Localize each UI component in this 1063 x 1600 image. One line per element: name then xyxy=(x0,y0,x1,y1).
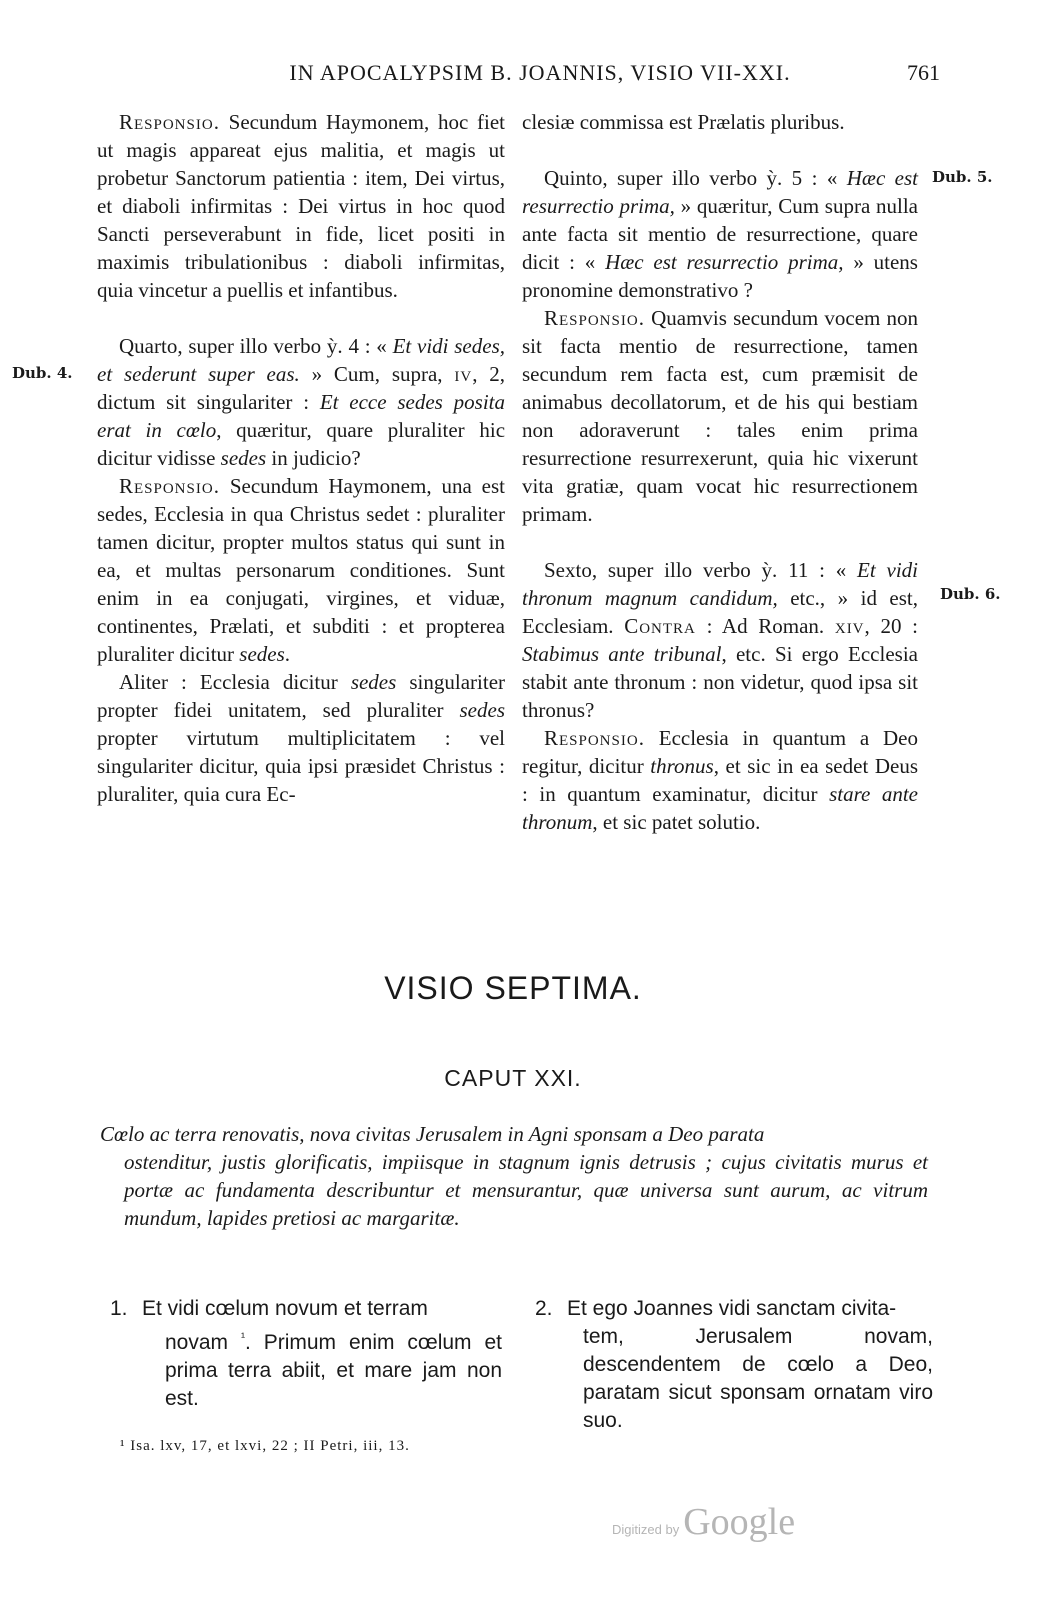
margin-note-dub-5: Dub. 5. xyxy=(932,168,993,186)
summary-line: Cœlo ac terra renovatis, nova civitas Jerusalem in Agni sponsam a Deo parata xyxy=(100,1122,765,1146)
responsio-paragraph: Responsio. Quamvis secundum vocem non sit facta mentio de resurrectione, tamen secundum rem facta est, cum præmisit de animabus decollatorum, et de his qui bestiam non adoraverunt : tales enim prima resurrectione resurrexerunt, quia hic vixerunt vita gratiæ, quam vocat hic resurrectionem primam. xyxy=(522,306,918,526)
verse-number: 1. xyxy=(110,1297,128,1320)
responsio-paragraph: Responsio. Ecclesia in quantum a Deo regitur, dicitur thronus, et sic in ea sedet Deus : in quantum examinatur, dicitur stare ante thronum, et sic patet solutio. xyxy=(522,726,918,834)
quarto-paragraph: Quarto, super illo verbo ỳ. 4 : « Et vidi sedes, et sederunt super eas. » Cum, supra, iv, 2, dictum sit singulariter : Et ecce sedes posita erat in cœlo, quæritur, quare pluraliter hic dicitur vidisse sedes in judicio? xyxy=(97,334,506,470)
summary-continuation: ostenditur, justis glorificatis, impiisque in stagnum ignis detrusis ; cujus civitatis murus et portæ ac fundamenta describuntur et mensurantur, quæ universa sunt aurum, ac vitrum mundum, lapides pretiosi ac margaritæ. xyxy=(124,1150,928,1230)
responsio-paragraph: Responsio. Secundum Haymonem, hoc fiet ut magis appareat ejus malitia, et magis ut probetur Sanctorum patientia : item, Dei virtus, et diaboli infirmitas : Dei virtus in hoc quod Sancti perseverabunt in fide, licet positi in maximis tribulationibus : diaboli infirmitas, quia vincetur a puellis et infantibus. xyxy=(97,110,505,302)
margin-note-dub-4: Dub. 4. xyxy=(12,364,73,382)
chapter-summary xyxy=(100,1120,928,1232)
verse-1: 1. Et vidi cœlum novum et terram novam $^{^1}$. Primum enim cœlum et prima terra abiit, et mare jam non est. xyxy=(110,1297,502,1410)
margin-note-dub-6: Dub. 6. xyxy=(940,585,1001,603)
sexto-paragraph: Sexto, super illo verbo ỳ. 11 : « Et vidi thronum magnum candidum, etc., » id est, Ecclesiam. Contra : Ad Roman. xiv, 20 : Stabimus ante tribunal, etc. Si ergo Ecclesia stabit ante thronum : non videtur, quod ipsa sit thronus? xyxy=(522,558,918,722)
right-column xyxy=(522,108,918,836)
running-title: IN APOCALYPSIM B. JOANNIS, VISIO VII-XXI. xyxy=(289,60,791,85)
visio-title: VISIO SEPTIMA. xyxy=(384,970,642,1006)
page-number: 761 xyxy=(907,60,940,85)
aliter-paragraph: Aliter : Ecclesia dicitur sedes singulariter propter fidei unitatem, sed pluraliter sedes propter virtutum multiplicitatem : vel singulariter dicitur, quia ipsi præsidet Christus : pluraliter, quia cura Ec- xyxy=(97,670,506,806)
footnote: ¹ Isa. lxv, 17, et lxvi, 22 ; II Petri, iii, 13. xyxy=(120,1438,410,1454)
verse-number: 2. xyxy=(535,1297,553,1320)
caput-title: CAPUT XXI. xyxy=(444,1065,582,1091)
verse-2: 2. Et ego Joannes vidi sanctam civita- tem, Jerusalem novam, descendentem de cœlo a Deo, paratam sicut sponsam ornatam viro suo. xyxy=(535,1297,933,1432)
digitized-watermark: Digitized by Google xyxy=(612,1501,796,1543)
footnote-marker: ¹ xyxy=(240,1330,245,1344)
google-logo: Google xyxy=(683,1501,796,1543)
quinto-paragraph: Quinto, super illo verbo ỳ. 5 : « Hæc est resurrectio prima, » quæritur, Cum supra nulla ante facta sit mentio de resurrectione, quare dicit : « Hæc est resurrectio prima, » utens pronomine demonstrativo ? xyxy=(522,166,918,302)
continuation-paragraph: clesiæ commissa est Prælatis pluribus. xyxy=(522,110,845,134)
responsio-paragraph: Responsio. Secundum Haymonem, una est sedes, Ecclesia in qua Christus sedet : pluraliter tamen dicitur, propter multos status qui sunt in ea, et multas personarum conditiones. Sunt enim in ea conjugati, virgines, et viduæ, continentes, Prælati, et subditi : et propterea pluraliter dicitur sedes. xyxy=(97,474,505,666)
left-column xyxy=(97,108,505,808)
